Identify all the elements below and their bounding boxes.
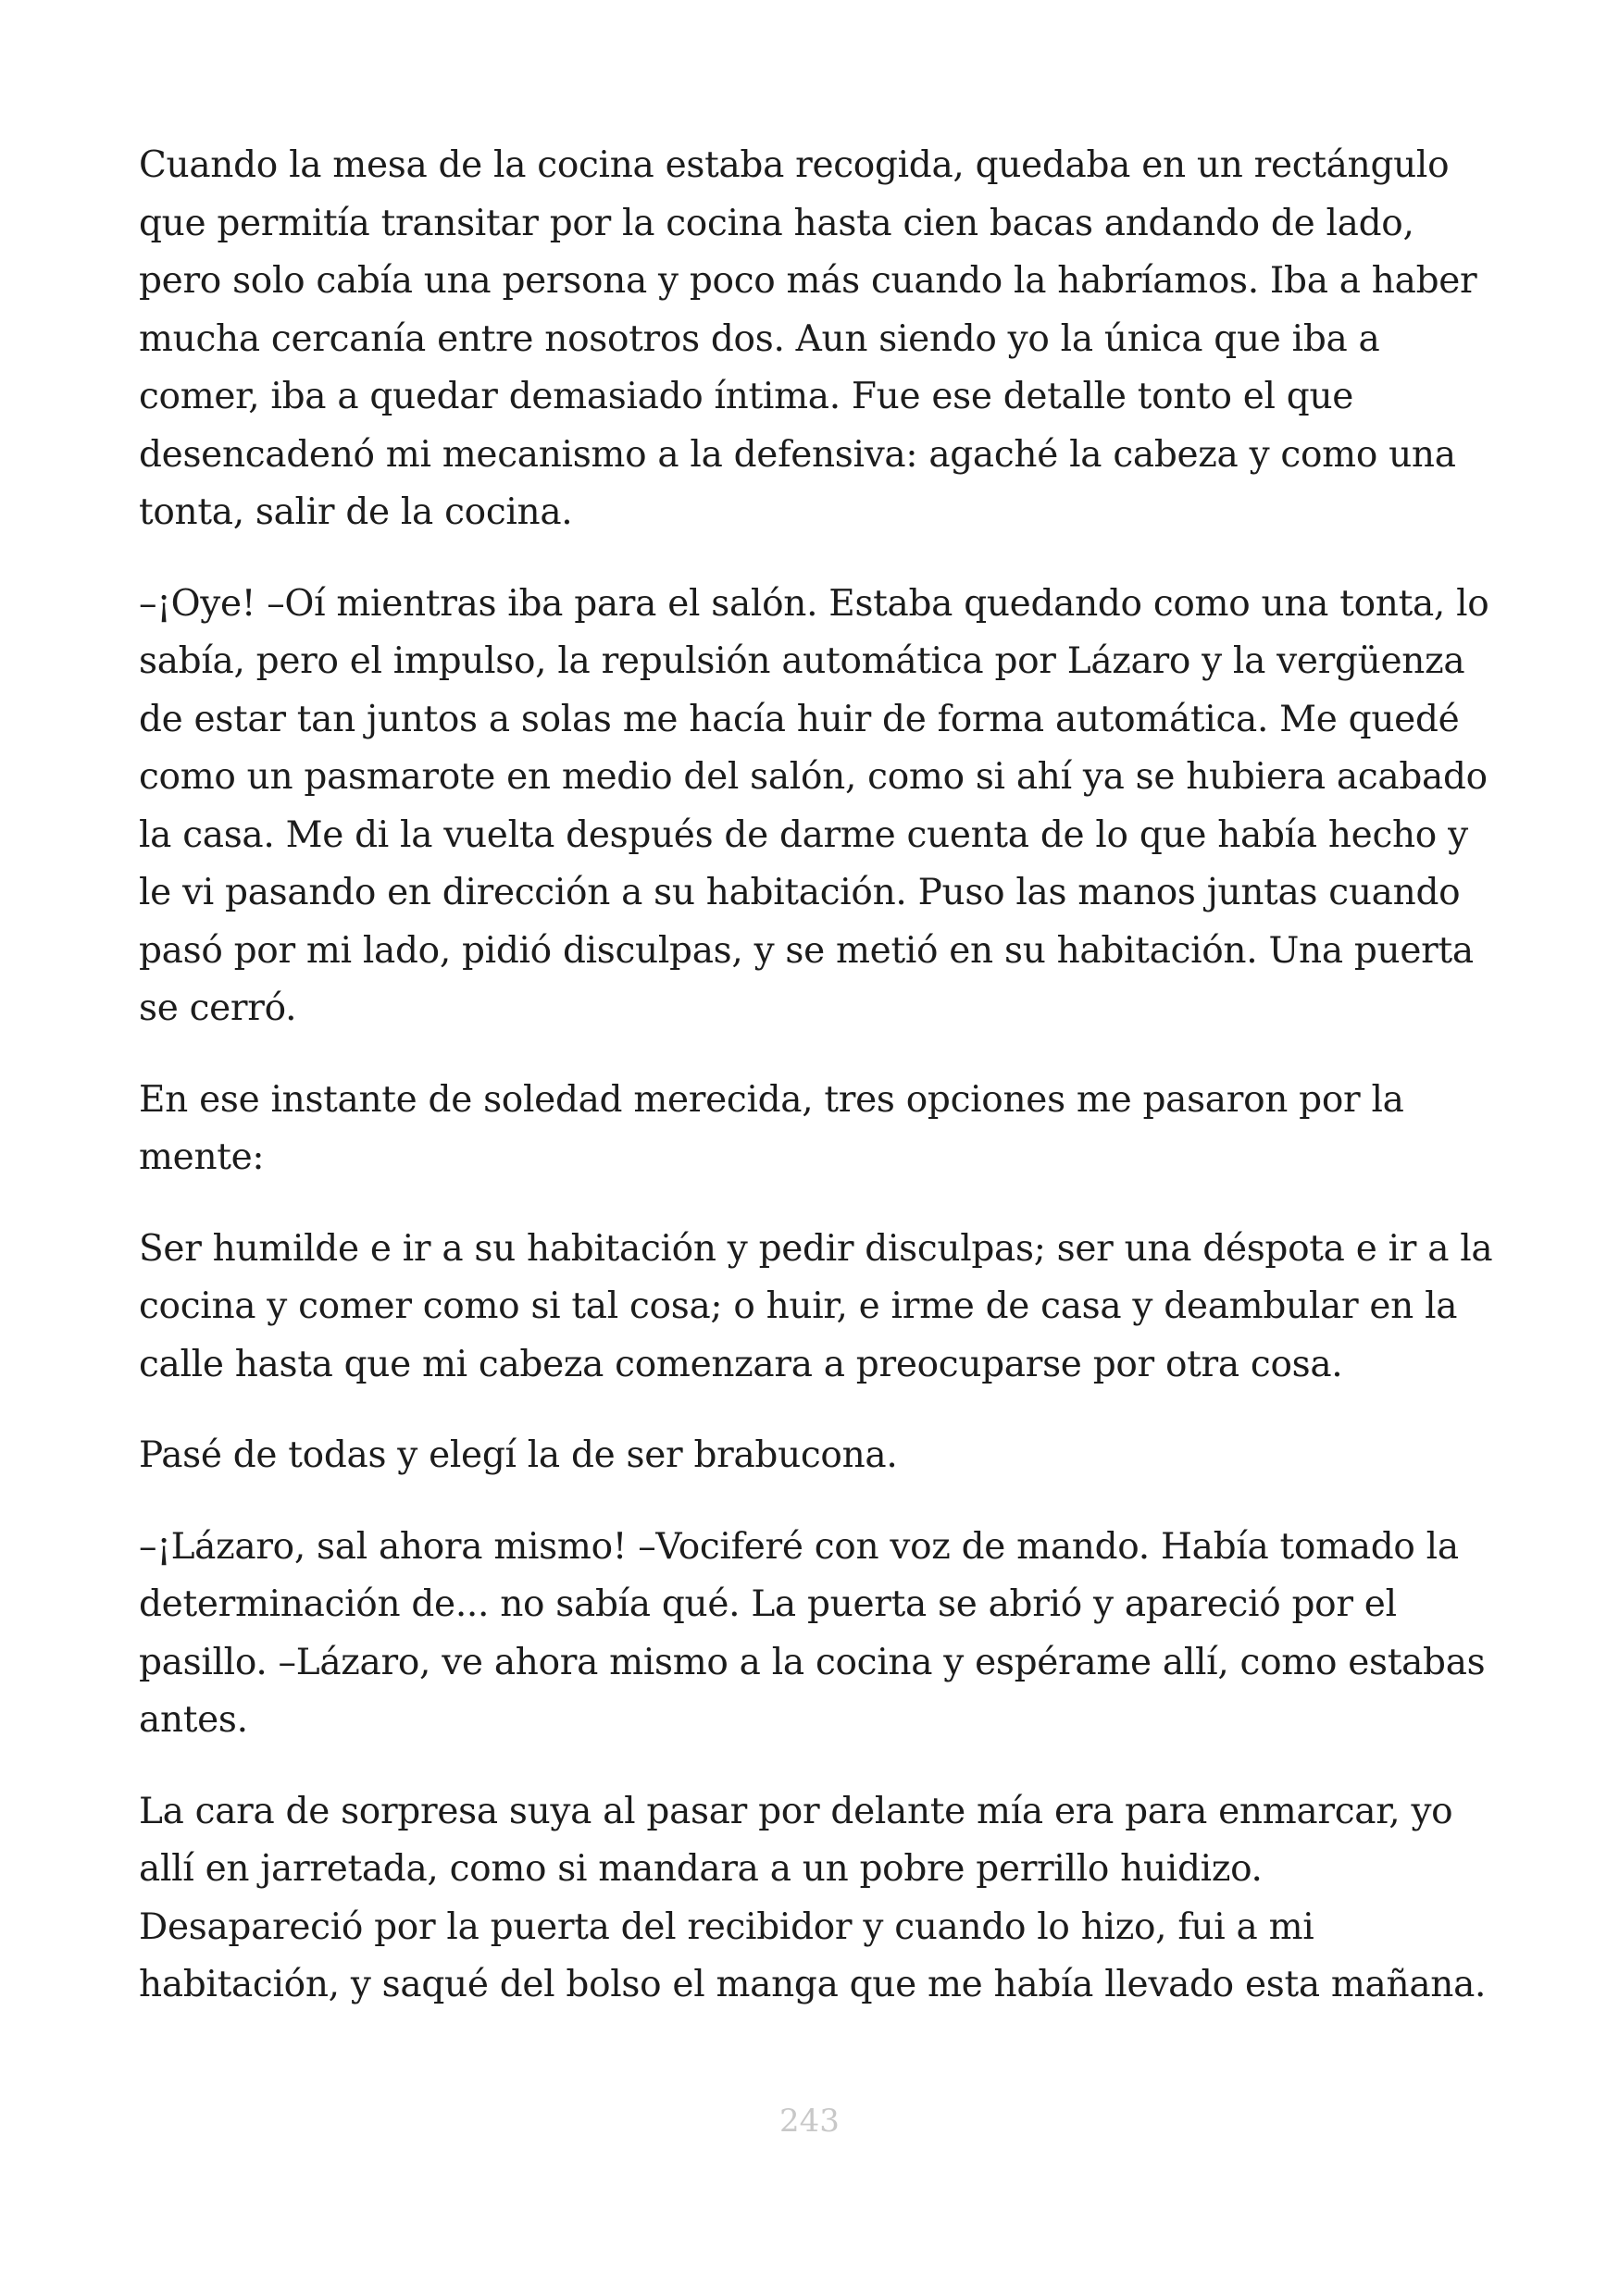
text-line: desencadenó mi mecanismo a la defensiva: agaché la cabeza y como una <box>139 433 1456 476</box>
text-line: Cuando la mesa de la cocina estaba recogida, quedaba en un rectángulo <box>139 144 1450 186</box>
text-line: comer, iba a quedar demasiado íntima. Fue ese detalle tonto el que <box>139 376 1354 417</box>
text-line: le vi pasando en dirección a su habitación. Puso las manos juntas cuando <box>139 872 1461 913</box>
text-line: mente: <box>139 1136 265 1178</box>
text-line: Desapareció por la puerta del recibidor y cuando lo hizo, fui a mi <box>139 1905 1314 1948</box>
text-line: pasillo. –Lázaro, ve ahora mismo a la cocina y espérame allí, como estabas <box>139 1641 1486 1683</box>
paragraph-1 <box>139 137 1490 542</box>
text-line: Pasé de todas y elegí la de ser brabucona. <box>139 1434 898 1476</box>
text-line: que permitía transitar por la cocina hasta cien bacas andando de lado, <box>139 202 1414 244</box>
paragraph-3 <box>139 1072 1490 1187</box>
text-line: –¡Oye! –Oí mientras iba para el salón. Estaba quedando como una tonta, lo <box>139 582 1489 625</box>
text-line: Ser humilde e ir a su habitación y pedir disculpas; ser una déspota e ir a la <box>139 1227 1493 1270</box>
text-line: sabía, pero el impulso, la repulsión automática por Lázaro y la vergüenza <box>139 640 1465 682</box>
text-line: pero solo cabía una persona y poco más cuando la habríamos. Iba a haber <box>139 260 1477 302</box>
text-line: calle hasta que mi cabeza comenzara a preocuparse por otra cosa. <box>139 1343 1343 1385</box>
text-line: –¡Lázaro, sal ahora mismo! –Vociferé con voz de mando. Había tomado la <box>139 1525 1459 1568</box>
text-line: pasó por mi lado, pidió disculpas, y se metió en su habitación. Una puerta <box>139 929 1474 972</box>
body-text <box>139 137 1493 2048</box>
text-line: La cara de sorpresa suya al pasar por delante mía era para enmarcar, yo <box>139 1790 1453 1832</box>
paragraph-4 <box>139 1221 1493 1395</box>
text-line: mucha cercanía entre nosotros dos. Aun siendo yo la única que iba a <box>139 317 1380 360</box>
text-line: tonta, salir de la cocina. <box>139 491 573 533</box>
text-line: como un pasmarote en medio del salón, como si ahí ya se hubiera acabado <box>139 756 1488 798</box>
text-line: antes. <box>139 1699 248 1741</box>
text-line: allí en jarretada, como si mandara a un pobre perrillo huidizo. <box>139 1848 1263 1890</box>
paragraph-6 <box>139 1519 1490 1750</box>
text-line: la casa. Me di la vuelta después de darme cuenta de lo que había hecho y <box>139 813 1468 856</box>
text-line: de estar tan juntos a solas me hacía huir de forma automática. Me quedé <box>139 698 1460 740</box>
page-number: 243 <box>779 2103 840 2140</box>
paragraph-5 <box>139 1427 1490 1485</box>
text-line: cocina y comer como si tal cosa; o huir, e irme de casa y deambular en la <box>139 1285 1458 1327</box>
text-line: determinación de... no sabía qué. La puerta se abrió y apareció por el <box>139 1583 1397 1625</box>
paragraph-7 <box>139 1783 1490 2015</box>
text-line: habitación, y saqué del bolso el manga que me había llevado esta mañana. <box>139 1964 1487 2005</box>
paragraph-2 <box>139 576 1490 1038</box>
text-line: En ese instante de soledad merecida, tres opciones me pasaron por la <box>139 1078 1404 1121</box>
text-line: se cerró. <box>139 987 297 1029</box>
